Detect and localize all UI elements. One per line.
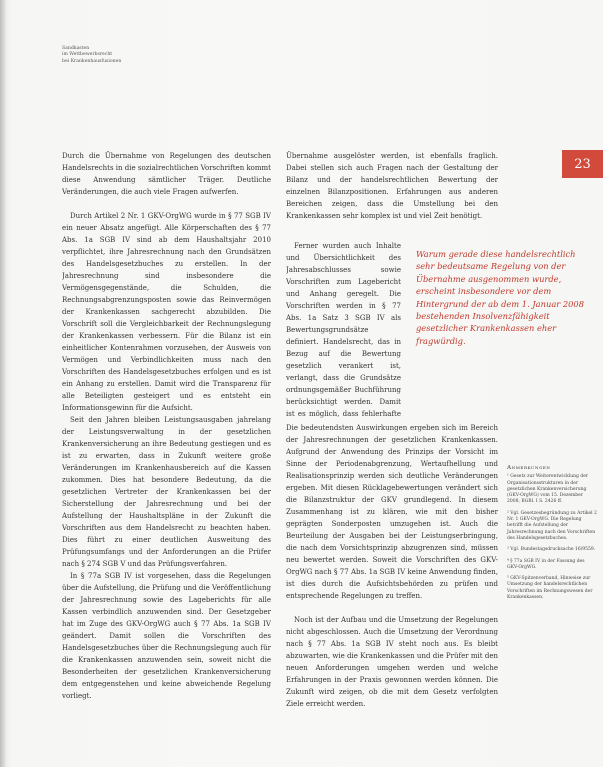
body-column-right-bottom (286, 422, 498, 762)
footnotes-sidebar (507, 465, 597, 606)
pull-quote: Warum gerade diese handelsrechtlich sehr bedeutsame Regelung von der Übernahme ausgenommen wurde, erscheint insbesondere vor dem Hintergrund der ab dem 1. Januar 2008 bestehenden Insolvenzfähigkeit gesetzlicher Krankenkassen eher fragwürdig. (416, 249, 584, 346)
paragraph: Noch ist der Aufbau und die Umsetzung der Regelungen nicht abgeschlossen. Auch die Umsetzung der Verordnung nach § 77 Abs. 1a SGB IV steht noch aus. Es bleibt abzuwarten, wie die Krankenkassen und die Prüfer mit den neuen Anforderungen umgehen werden und welche Erfahrungen in der Praxis gewonnen werden können. Die Zukunft wird zeigen, ob die mit dem Gesetz verfolgten Ziele erreicht werden. (286, 616, 498, 708)
paragraph: In § 77a SGB IV ist vorgesehen, dass die Regelungen über die Aufstellung, die Prüfung und die Veröffentlichung der Jahresrechnung sowie des Lageberichts für alle Kassen verbindlich anzuwenden sind. Der Gesetzgeber hat im Zuge des GKV-OrgWG auch § 77 Abs. 1a SGB IV geändert. Damit sollen die Vorschriften des Handelsgesetzbuches über die Rechnungslegung auch für die Krankenkassen anzuwenden sein, soweit nicht die Besonderheiten der gesetzlichen Krankenversicherung dem entgegenstehen und keine abweichende Regelung vorliegt. (62, 572, 271, 700)
paragraph: Durch die Übernahme von Regelungen des deutschen Handelsrechts in die sozialrechtlichen Vorschriften kommt diese Anwendung sämtlicher Träger. Deutliche Veränderungen, die auch viele Fragen aufwerfen. (62, 152, 271, 196)
paragraph: Übernahme ausgelöster werden, ist ebenfalls fraglich. Dabei stellen sich auch Fragen nach der Gestaltung der Bilanz und der handelsrechtlichen Bewertung der einzelnen Bilanzpositionen. Erfahrungen aus anderen Bereichen zeigen, dass die Umstellung bei den Krankenkassen sehr komplex ist und viel Zeit benötigt. (286, 152, 498, 220)
body-column-right-top (286, 150, 498, 240)
footnote: ³ Vgl. Bundestagsdrucksache 16/9559. (507, 547, 596, 553)
page-number-badge: 23 (562, 150, 603, 178)
page-spine (0, 0, 6, 767)
footnote: ⁵ GKV-Spitzenverband, Hinweise zur Umsetzung der handelsrechtlichen Vorschriften im Rechnungswesen der Krankenkassen. (507, 576, 593, 601)
paragraph: Seit den Jahren bleiben Leistungsausgaben jahrelang der Leistungsverwaltung in der gesetzlichen Krankenversicherung an ihre Bedeutung gestiegen und es ist zu erwarten, dass in Zukunft weitere große Veränderungen im Krankenhausbereich auf die Kassen zukommen. Dies hat besondere Bedeutung, da die gesetzlichen Vertreter der Krankenkassen bei der Sicherstellung der Jahresrechnung und bei der Aufstellung der Haushaltspläne in der Zukunft die Vorschriften aus dem Handelsrecht zu beachten haben. Dies führt zu einer deutlichen Ausweitung des Prüfungsumfangs und der Anforderungen an die Prüfer nach § 274 SGB V und das Prüfungsverfahren. (62, 416, 271, 568)
paragraph: Ferner wurden auch Inhalte und Übersichtlichkeit des Jahresabschlusses sowie Vorschriften zum Lagebericht und Anhang geregelt. Die Vorschriften werden in § 77 Abs. 1a Satz 3 SGB IV als Bewertungsgrundsätze definiert. Handelsrecht, das in Bezug auf die Bewertung gesetzlich verankert ist, verlangt, dass die Grundsätze ordnungsgemäßer Buchführung berücksichtigt werden. Damit ist es möglich, dass fehlerhafte (286, 242, 401, 418)
paragraph: Die bedeutendsten Auswirkungen ergeben sich im Bereich der Jahresrechnungen der gesetzlichen Krankenkassen. Aufgrund der Anwendung des Prinzips der Vorsicht im Sinne der Periodenabgrenzung, Wertaufhellung und Realisationsprinzip werden sich deutliche Veränderungen ergeben. Mit diesen Rücklagebewertungen verändert sich die Bilanzstruktur der GKV grundlegend. In diesem Zusammenhang ist zu klären, wie mit den bisher geprägten Sonderposten umzugehen ist. Auch die Beurteilung der Ausgaben bei der Leistungserbringung, die nach dem Vorsichtsprinzip abzugrenzen sind, müssen neu bewertet werden. Soweit die Vorschriften des GKV-OrgWG nach § 77 Abs. 1a SGB IV keine Anwendung finden, ist dies durch die Aufsichtsbehörden zu prüfen und entsprechende Regelungen zu treffen. (286, 424, 498, 600)
header-line-1: Sandkasten (62, 46, 90, 51)
footnote: ¹ Gesetz zur Weiterentwicklung der Organisationsstrukturen in der gesetzlichen Krankenversicherung (GKV-OrgWG) vom 15. Dezember 2008, BGBl. I S. 2426 ff. (507, 474, 589, 505)
body-column-left (62, 150, 271, 762)
running-header (62, 46, 192, 65)
footnotes-title: Anmerkungen (507, 465, 551, 471)
body-column-right-narrow (286, 240, 401, 422)
footnote: ² Vgl. Gesetzesbegründung zu Artikel 2 Nr. 1 GKV-OrgWG. Die Regelung betrifft die Aufstellung der Jahresrechnung nach den Vorschriften des Handelsgesetzbuches. (507, 510, 597, 541)
header-line-2: im Wettbewerbsrecht (62, 52, 113, 58)
header-line-3: bei Krankenhausfusionen (62, 58, 122, 64)
paragraph: Durch Artikel 2 Nr. 1 GKV-OrgWG wurde in § 77 SGB IV ein neuer Absatz angefügt. Alle Körperschaften des § 77 Abs. 1a SGB IV sind ab dem Haushaltsjahr 2010 verpflichtet, ihre Jahresrechnung nach den Grundsätzen des Handelsgesetzbuches zu erstellen. In der Jahresrechnung sind insbesondere die Vermögensgegenstände, die Schulden, die Rechnungsabgrenzungsposten sowie das Reinvermögen der Krankenkassen sachgerecht abzubilden. Die Vorschrift soll die Vergleichbarkeit der Rechnungslegung der Krankenkassen verbessern. Für die Bilanz ist ein einheitlicher Kontenrahmen vorzusehen, der Ausweis von Vermögen und Verbindlichkeiten muss nach den Vorschriften des Handelsgesetzbuches erfolgen und es ist ein Anhang zu erstellen. Damit wird die Transparenz für alle Beteiligten gesteigert und es entsteht ein Informationsgewinn für die Aufsicht. (62, 212, 271, 412)
footnote: ⁴ § 77a SGB IV in der Fassung des GKV-OrgWG. (507, 558, 585, 570)
